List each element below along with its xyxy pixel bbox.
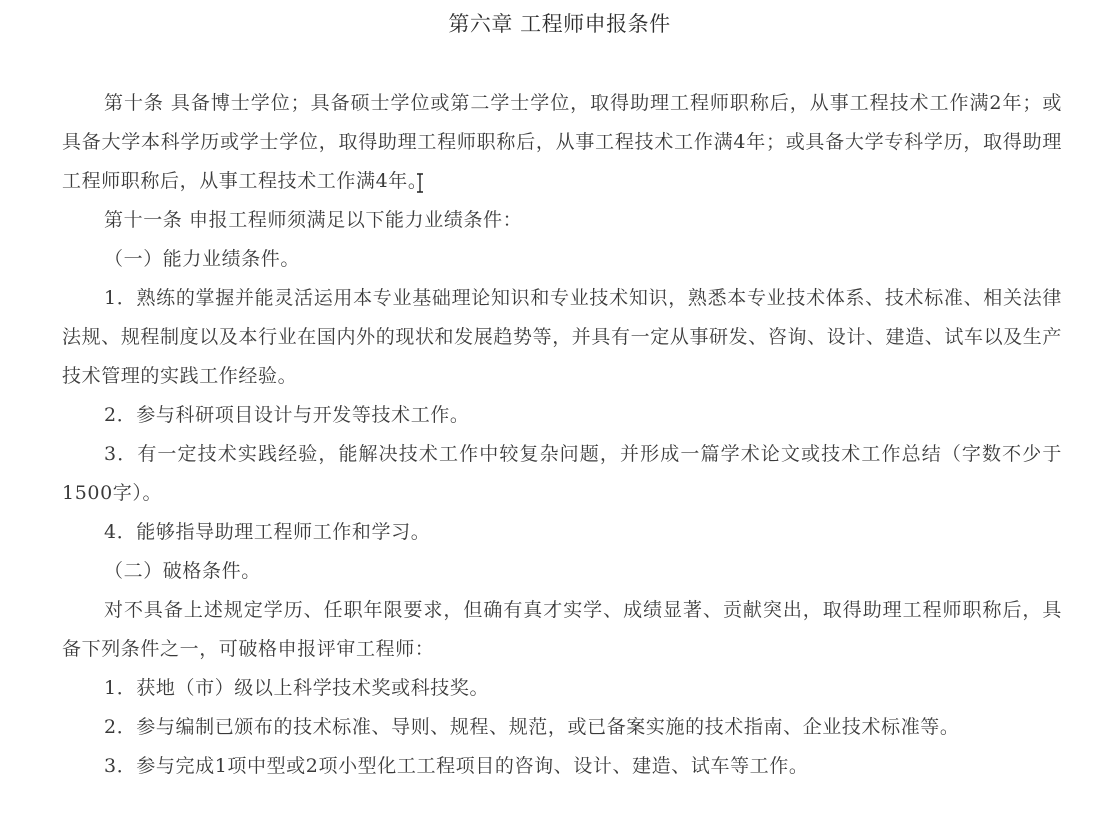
chapter-title: 第六章 工程师申报条件 — [448, 12, 671, 36]
document-body — [62, 84, 1062, 786]
paragraph-exception-intro: 对不具备上述规定学历、任职年限要求，但确有真才实学、成绩显著、贡献突出，取得助理工程师职称后，具备下列条件之一，可破格申报评审工程师： — [62, 599, 1062, 660]
list-item-ability-4: 4．能够指导助理工程师工作和学习。 — [104, 521, 431, 543]
section-heading-ability: （一）能力业绩条件。 — [104, 248, 301, 270]
list-item-exception-1: 1．获地（市）级以上科学技术奖或科技奖。 — [104, 677, 490, 699]
list-item-ability-2: 2．参与科研项目设计与开发等技术工作。 — [104, 404, 470, 426]
section-heading-exception: （二）破格条件。 — [104, 560, 261, 582]
list-item-exception-3: 3．参与完成1项中型或2项小型化工工程项目的咨询、设计、建造、试车等工作。 — [104, 755, 809, 777]
list-item-ability-1: 1．熟练的掌握并能灵活运用本专业基础理论知识和专业技术知识，熟悉本专业技术体系、技术标准、相关法律法规、规程制度以及本行业在国内外的现状和发展趋势等，并具有一定从事研发、咨询、设计、建造、试车以及生产技术管理的实践工作经验。 — [62, 287, 1062, 387]
list-item-ability-3: 3．有一定技术实践经验，能解决技术工作中较复杂问题，并形成一篇学术论文或技术工作总结（字数不少于1500字）。 — [62, 443, 1062, 504]
text-cursor-icon — [416, 173, 424, 193]
paragraph-article-10: 第十条 具备博士学位；具备硕士学位或第二学士学位，取得助理工程师职称后，从事工程技术工作满2年；或具备大学本科学历或学士学位，取得助理工程师职称后，从事工程技术工作满4年；或具备大学专科学历，取得助理工程师职称后，从事工程技术工作满4年。 — [62, 92, 1062, 192]
list-item-exception-2: 2．参与编制已颁布的技术标准、导则、规程、规范，或已备案实施的技术指南、企业技术标准等。 — [104, 716, 960, 738]
paragraph-article-11: 第十一条 申报工程师须满足以下能力业绩条件： — [104, 209, 523, 231]
